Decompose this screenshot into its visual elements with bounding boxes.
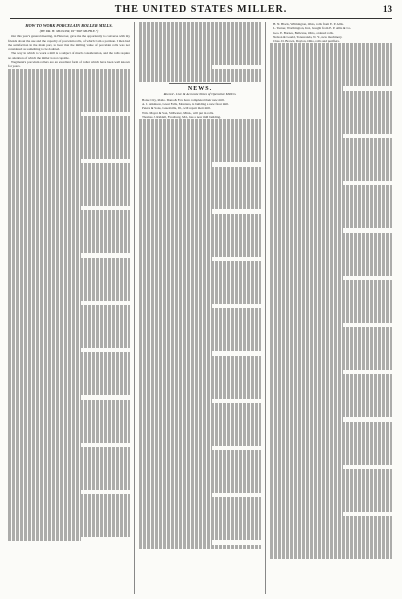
news-item: Boise City, Idaho. Dana & Fox have completed their new mill. [142, 97, 225, 102]
text-line [139, 78, 261, 82]
order-entry: L. Turner, Worthington, Ind., bought from E. P. Allis & Co. [273, 26, 352, 31]
article-headline: HOW TO WORK PORCELAIN ROLLER MILLS. [25, 23, 113, 28]
order-entry: H. N. Black, Wilmington, Ohio, rolls from E. P. Allis. [273, 22, 344, 26]
column-left [8, 22, 130, 594]
news-items [139, 98, 261, 119]
illegible-text-block [8, 69, 130, 542]
article-paragraph: Wegmann's porcelain rollers are an excellent form of roller which have been well known for years. [8, 60, 130, 69]
news-item: Peters & Sons, Greenville, Ill., will repair their mill. [142, 106, 211, 111]
page-number: 13 [383, 4, 392, 14]
news-item: Thomas J. Riddell, Frostburg, Md., has a new mill building. [142, 114, 221, 119]
order-entry: Nelson & Gould, Tonawanda, N. Y., new machinery. [273, 34, 343, 39]
mill-orders-list [270, 22, 392, 43]
text-line [139, 545, 261, 549]
news-subtitle: Record - Live & Accurate Notes of Operative Millers. [163, 92, 237, 97]
news-item: Wm. Mayer & Son, Stillwater, Minn., will put in rolls. [142, 110, 214, 115]
news-item: A. J. Atkinson, Great Falls, Montana, is building a new flour mill. [142, 102, 229, 107]
news-section-title: NEWS. [187, 86, 213, 93]
column-rule [265, 22, 266, 594]
text-line [8, 537, 81, 541]
order-entry: Chas. D. Brown, Dayton, Ohio, rolls and purifiers. [273, 39, 340, 44]
masthead-title: THE UNITED STATES MILLER. [114, 4, 288, 15]
article-paragraph: Our this year's general meeting, in Hanover, gave me the opportunity to converse with my friends about the use and the capacity of porcelain rolls, of which I am a partisan. I then had the satisfaction in the main part, to hear that the milling value of porcelain rolls was not considered as something to be doubted. [8, 34, 130, 52]
article-byline: (BY DR. H. MULLER, IN "DIE MUHLE.") [39, 29, 99, 33]
section-divider [169, 83, 231, 84]
text-line [270, 555, 392, 559]
illegible-text-block [270, 43, 392, 559]
column-rule [134, 22, 135, 594]
column-right [270, 22, 392, 594]
illegible-text-block [139, 119, 261, 549]
illegible-text-block [139, 22, 261, 82]
article-body [8, 34, 130, 68]
order-entry: Geo. E. Barnes, Bellevue, Ohio, ordered rolls. [273, 30, 334, 35]
article-paragraph: The way in which to work a mill is a subject of much consideration, and the rolls require no attention of which the miller is not capable. [8, 51, 130, 60]
masthead [10, 4, 392, 19]
column-middle [139, 22, 261, 594]
